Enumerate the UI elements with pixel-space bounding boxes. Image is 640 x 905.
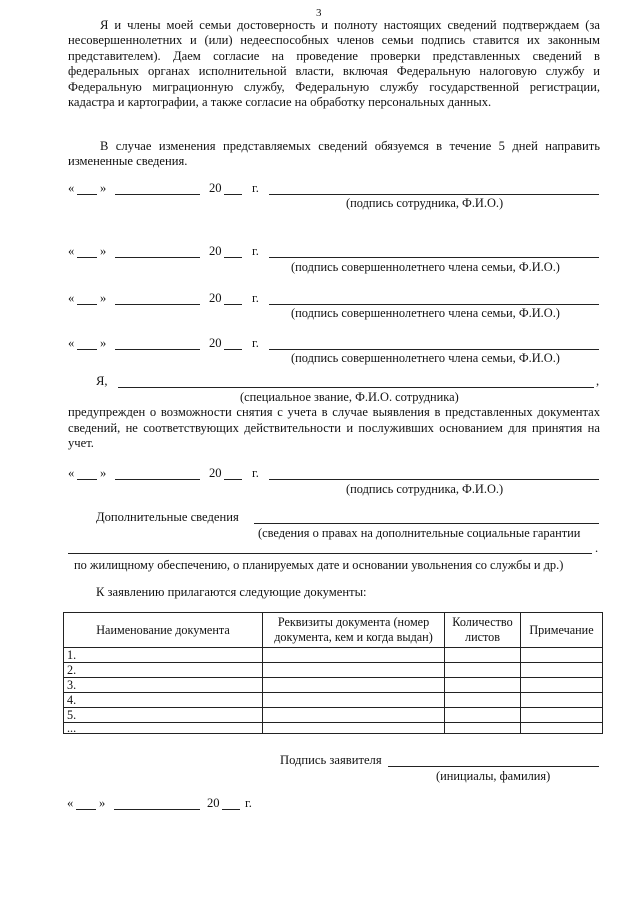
year-prefix: 20 — [209, 291, 222, 305]
date-open-quote: « — [68, 291, 75, 305]
employee-signature-caption: (подпись сотрудника, Ф.И.О.) — [346, 196, 504, 210]
month-field[interactable] — [115, 479, 200, 480]
attachments-intro: К заявлению прилагаются следующие документы: — [96, 585, 367, 599]
declaration-comma: , — [596, 374, 600, 388]
date-open-quote: « — [67, 796, 74, 810]
column-header-note: Примечание — [521, 613, 603, 648]
applicant-signature-field[interactable] — [388, 766, 599, 767]
year-suffix: г. — [252, 181, 259, 195]
page-number: 3 — [316, 7, 322, 19]
date-open-quote: « — [68, 466, 75, 480]
family-signature-caption: (подпись совершеннолетнего члена семьи, Ф.И.О.) — [291, 306, 560, 320]
year-suffix: г. — [252, 291, 259, 305]
warning-paragraph: предупрежден о возможности снятия с учета в случае выявления в представленных документах сведений, не соответствующих действительности и послуживших основанием для принятия на учет. — [68, 405, 600, 451]
additional-period: . — [595, 541, 599, 555]
count-cell[interactable] — [445, 708, 521, 723]
date-close-quote: » — [99, 796, 106, 810]
table-row — [64, 708, 603, 723]
details-cell[interactable] — [263, 678, 445, 693]
note-cell[interactable] — [521, 693, 603, 708]
employee-signature-caption: (подпись сотрудника, Ф.И.О.) — [346, 482, 504, 496]
date-open-quote: « — [68, 336, 75, 350]
change-notice-paragraph — [68, 139, 600, 170]
row-number-cell[interactable]: 3. — [64, 678, 263, 693]
row-number-cell[interactable]: 5. — [64, 708, 263, 723]
date-close-quote: » — [100, 244, 107, 258]
day-field[interactable] — [77, 479, 97, 480]
year-prefix: 20 — [209, 466, 222, 480]
row-number-cell[interactable]: 1. — [64, 648, 263, 663]
details-cell[interactable] — [263, 663, 445, 678]
month-field[interactable] — [115, 194, 200, 195]
year-prefix: 20 — [209, 244, 222, 258]
date-close-quote: » — [100, 336, 107, 350]
date-close-quote: » — [100, 291, 107, 305]
note-cell[interactable] — [521, 678, 603, 693]
column-header-name: Наименование документа — [64, 613, 263, 648]
additional-info-field-2[interactable] — [68, 553, 592, 554]
day-field[interactable] — [77, 257, 97, 258]
month-field[interactable] — [115, 304, 200, 305]
month-field[interactable] — [115, 349, 200, 350]
family-signature-caption: (подпись совершеннолетнего члена семьи, Ф.И.О.) — [291, 260, 560, 274]
count-cell[interactable] — [445, 648, 521, 663]
details-cell[interactable] — [263, 648, 445, 663]
year-suffix: г. — [252, 466, 259, 480]
consent-paragraph — [68, 18, 600, 110]
details-cell[interactable] — [263, 693, 445, 708]
date-close-quote: » — [100, 466, 107, 480]
applicant-caption: (инициалы, фамилия) — [436, 769, 551, 783]
year-suffix: г. — [252, 244, 259, 258]
year-field[interactable] — [224, 257, 242, 258]
table-row — [64, 648, 603, 663]
details-cell[interactable] — [263, 723, 445, 734]
applicant-label: Подпись заявителя — [280, 753, 382, 767]
table-row — [64, 663, 603, 678]
note-cell[interactable] — [521, 663, 603, 678]
day-field[interactable] — [76, 809, 96, 810]
year-field[interactable] — [222, 809, 240, 810]
year-prefix: 20 — [209, 181, 222, 195]
month-field[interactable] — [115, 257, 200, 258]
day-field[interactable] — [77, 194, 97, 195]
year-field[interactable] — [224, 349, 242, 350]
note-cell[interactable] — [521, 708, 603, 723]
year-prefix: 20 — [209, 336, 222, 350]
year-suffix: г. — [245, 796, 252, 810]
date-close-quote: » — [100, 181, 107, 195]
year-suffix: г. — [252, 336, 259, 350]
change-notice-text: В случае изменения представляемых сведений обязуемся в течение 5 дней направить измененные сведения. — [68, 139, 600, 169]
row-number-cell[interactable]: 4. — [64, 693, 263, 708]
declaration-pronoun: Я, — [96, 374, 108, 388]
day-field[interactable] — [77, 349, 97, 350]
rank-name-field[interactable] — [118, 387, 594, 388]
date-open-quote: « — [68, 181, 75, 195]
year-field[interactable] — [224, 479, 242, 480]
year-prefix: 20 — [207, 796, 220, 810]
column-header-count: Количество листов — [445, 613, 521, 648]
details-cell[interactable] — [263, 708, 445, 723]
additional-caption-2: по жилищному обеспечению, о планируемых дате и основании увольнения со службы и др.) — [74, 558, 564, 572]
note-cell[interactable] — [521, 723, 603, 734]
year-field[interactable] — [224, 194, 242, 195]
family-signature-caption: (подпись совершеннолетнего члена семьи, Ф.И.О.) — [291, 351, 560, 365]
table-header-row — [64, 613, 603, 648]
table-row — [64, 693, 603, 708]
count-cell[interactable] — [445, 693, 521, 708]
employee-signature-field[interactable] — [269, 479, 599, 480]
attachments-table — [63, 612, 603, 734]
row-number-cell[interactable]: ... — [64, 723, 263, 734]
year-field[interactable] — [224, 304, 242, 305]
note-cell[interactable] — [521, 648, 603, 663]
count-cell[interactable] — [445, 663, 521, 678]
month-field[interactable] — [114, 809, 200, 810]
day-field[interactable] — [77, 304, 97, 305]
additional-label: Дополнительные сведения — [96, 510, 239, 524]
consent-text: Я и члены моей семьи достоверность и полноту настоящих сведений подтверждаем (за несовершеннолетних и (или) недееспособных членов семьи подпись ставится их законным представителем). Даем согласие на проведение проверки представленных сведений в федеральных органах исполнительной власти, включая Федеральную налоговую службу и Федеральную миграционную службу, Федеральную службу государственной регистрации, кадастра и картографии, а также согласие на обработку персональных данных. — [68, 18, 600, 110]
family-signature-field[interactable] — [269, 257, 599, 258]
row-number-cell[interactable]: 2. — [64, 663, 263, 678]
column-header-details: Реквизиты документа (номер документа, кем и когда выдан) — [263, 613, 445, 648]
additional-info-field-1[interactable] — [254, 523, 599, 524]
date-open-quote: « — [68, 244, 75, 258]
count-cell[interactable] — [445, 678, 521, 693]
additional-caption-1: (сведения о правах на дополнительные социальные гарантии — [258, 526, 581, 540]
table-row — [64, 723, 603, 734]
count-cell[interactable] — [445, 723, 521, 734]
table-row — [64, 678, 603, 693]
rank-name-caption: (специальное звание, Ф.И.О. сотрудника) — [240, 390, 459, 404]
